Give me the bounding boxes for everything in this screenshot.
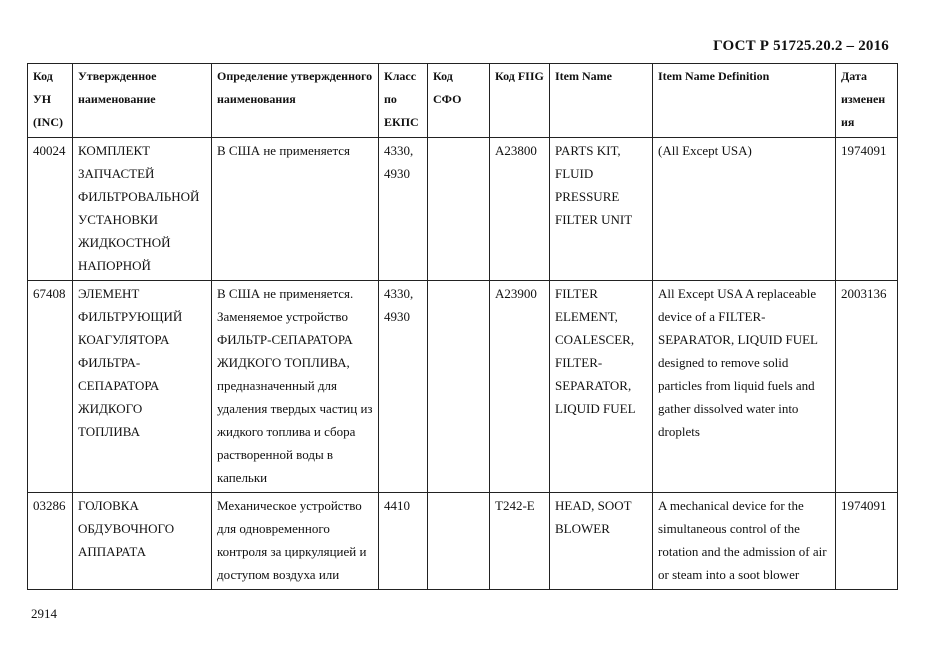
cell-class: 4330, 4930 <box>379 138 428 281</box>
cell-approved-name: КОМПЛЕКТ ЗАПЧАСТЕЙ ФИЛЬТРОВАЛЬНОЙ УСТАНОВКИ ЖИДКОСТНОЙ НАПОРНОЙ <box>73 138 212 281</box>
cell-sfo <box>428 281 490 493</box>
cell-item-definition: All Except USA A replaceable device of a FILTER-SEPARATOR, LIQUID FUEL designed to remove solid particles from liquid fuels and gather dissolved water into droplets <box>653 281 836 493</box>
cell-approved-name: ЭЛЕМЕНТ ФИЛЬТРУЮЩИЙ КОАГУЛЯТОРА ФИЛЬТРА-СЕПАРАТОРА ЖИДКОГО ТОПЛИВА <box>73 281 212 493</box>
cell-inc: 40024 <box>28 138 73 281</box>
cell-approved-name: ГОЛОВКА ОБДУВОЧНОГО АППАРАТА <box>73 493 212 590</box>
table-header-row <box>28 64 898 138</box>
col-header-fiig: Код FIIG <box>490 64 550 138</box>
cell-fiig: A23800 <box>490 138 550 281</box>
col-header-item-name: Item Name <box>550 64 653 138</box>
col-header-inc: Код УН (INC) <box>28 64 73 138</box>
col-header-approved-name: Утвержденное наименование <box>73 64 212 138</box>
col-header-class: Класс по ЕКПС <box>379 64 428 138</box>
cell-item-definition: (All Except USA) <box>653 138 836 281</box>
cell-definition: В США не применяется <box>212 138 379 281</box>
cell-item-name: FILTER ELEMENT, COALESCER, FILTER-SEPARATOR, LIQUID FUEL <box>550 281 653 493</box>
page-number: 2914 <box>31 606 57 621</box>
cell-sfo <box>428 493 490 590</box>
table-row <box>28 138 898 281</box>
cell-date: 1974091 <box>836 138 898 281</box>
cell-date: 2003136 <box>836 281 898 493</box>
cell-inc: 03286 <box>28 493 73 590</box>
cell-item-definition: A mechanical device for the simultaneous control of the rotation and the admission of air or steam into a soot blower <box>653 493 836 590</box>
col-header-sfo: Код СФО <box>428 64 490 138</box>
standard-designation: ГОСТ Р 51725.20.2 – 2016 <box>713 38 889 54</box>
cell-class: 4410 <box>379 493 428 590</box>
cell-item-name: HEAD, SOOT BLOWER <box>550 493 653 590</box>
cell-sfo <box>428 138 490 281</box>
table-row <box>28 493 898 590</box>
cell-fiig: T242-E <box>490 493 550 590</box>
cell-item-name: PARTS KIT, FLUID PRESSURE FILTER UNIT <box>550 138 653 281</box>
cell-date: 1974091 <box>836 493 898 590</box>
col-header-definition: Определение утвержденного наименования <box>212 64 379 138</box>
table-row <box>28 281 898 493</box>
cell-definition: В США не применяется. Заменяемое устройство ФИЛЬТР-СЕПАРАТОРА ЖИДКОГО ТОПЛИВА, предназначенный для удаления твердых частиц из жидкого топлива и сбора растворенной воды в капельки <box>212 281 379 493</box>
nomenclature-table <box>27 63 898 590</box>
cell-class: 4330, 4930 <box>379 281 428 493</box>
cell-inc: 67408 <box>28 281 73 493</box>
col-header-date: Дата изменения <box>836 64 898 138</box>
cell-fiig: A23900 <box>490 281 550 493</box>
col-header-item-definition: Item Name Definition <box>653 64 836 138</box>
cell-definition: Механическое устройство для одновременного контроля за циркуляцией и доступом воздуха или <box>212 493 379 590</box>
